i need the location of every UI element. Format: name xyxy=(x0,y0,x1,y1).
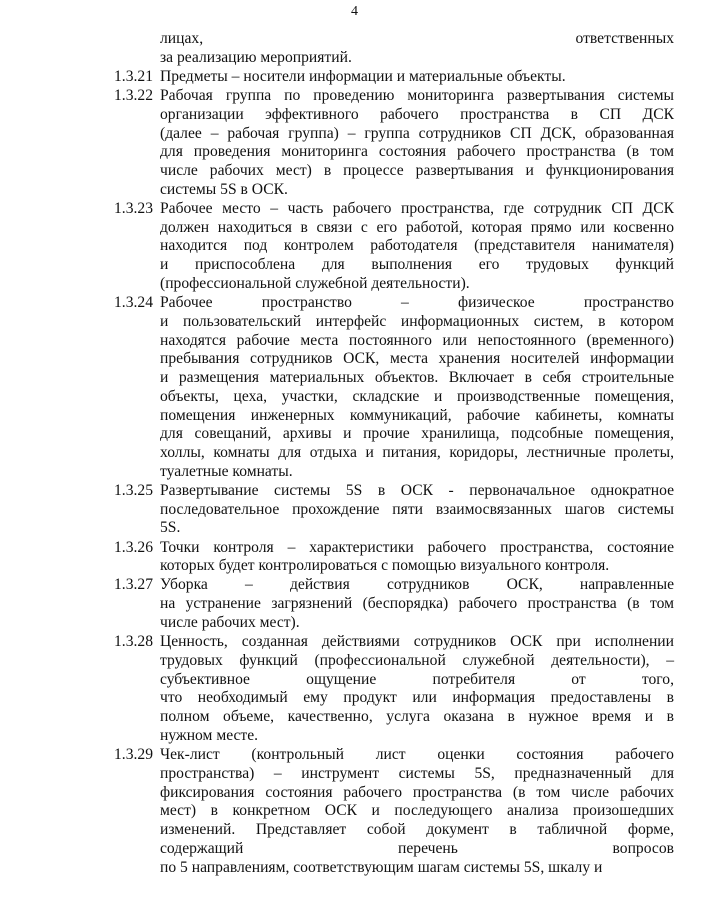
text-word: от xyxy=(571,670,586,688)
document-body xyxy=(114,30,674,877)
definition-item xyxy=(114,576,674,632)
item-number: 1.3.23 xyxy=(114,199,153,217)
text-line: изменений. Представляет собой документ в табличной форме, xyxy=(160,821,674,839)
text-line xyxy=(160,294,674,313)
text-line: мест) в конкретном ОСК и последующего анализа произошедших xyxy=(160,802,674,820)
text-line: и приспособлена для выполнения его трудовых функций xyxy=(160,256,674,274)
text-line: для проведения мониторинга состояния рабочего пространства (в том xyxy=(160,143,674,161)
text-line: и размещения материальных объектов. Включает в себя строительные xyxy=(160,369,674,387)
text-line: Предметы – носители информации и материальные объекты. xyxy=(160,67,566,85)
text-word: ОСК, xyxy=(506,576,543,594)
text-word: перечень xyxy=(398,839,458,857)
text-line: (далее – рабочая группа) – группа сотрудников СП ДСК, образованная xyxy=(160,124,674,142)
definitions-list xyxy=(114,68,674,877)
item-number: 1.3.27 xyxy=(114,576,153,594)
definition-item xyxy=(114,68,674,87)
text-word: (контрольный xyxy=(251,746,344,764)
text-line: числе рабочих мест) в процессе развертывания и функционирования xyxy=(160,162,674,180)
text-line: находится под контролем работодателя (представителя нанимателя) xyxy=(160,237,674,255)
text-line: объекты, цеха, участки, складские и производственные помещения, xyxy=(160,387,674,405)
text-line: находятся рабочие места постоянного или непостоянного (временного) xyxy=(160,331,674,349)
text-word: содержащий xyxy=(160,839,244,857)
text-line xyxy=(160,840,674,859)
definition-item xyxy=(114,200,674,294)
item-number: 1.3.28 xyxy=(114,633,153,651)
text-line: Точки контроля – характеристики рабочего пространства, состояние xyxy=(160,538,674,556)
text-word: субъективное xyxy=(160,670,250,688)
item-number: 1.3.21 xyxy=(114,67,153,85)
text-line xyxy=(160,671,674,690)
text-line: системы 5S в ОСК. xyxy=(160,180,288,198)
text-line: холлы, комнаты для отдыха и питания, коридоры, лестничные пролеты, xyxy=(160,444,674,462)
text-line: Рабочее место – часть рабочего пространства, где сотрудник СП ДСК xyxy=(160,199,674,217)
text-line xyxy=(160,746,674,765)
text-line xyxy=(160,30,674,49)
page-number: 4 xyxy=(351,4,358,19)
text-line: помещения инженерных коммуникаций, рабочие кабинеты, комнаты xyxy=(160,406,674,424)
text-word: Чек-лист xyxy=(160,746,220,764)
definition-item xyxy=(114,539,674,577)
text-line: на устранение загрязнений (беспорядка) рабочего пространства (в том xyxy=(160,595,674,613)
text-line: для совещаний, архивы и прочие хранилища, подсобные помещения, xyxy=(160,425,674,443)
text-line: (профессиональной служебной деятельности). xyxy=(160,274,470,292)
item-number: 1.3.26 xyxy=(114,538,153,556)
text-word: Уборка xyxy=(160,576,208,594)
text-word: физическое xyxy=(457,294,535,312)
text-line: последовательное прохождение пяти взаимосвязанных шагов системы xyxy=(160,500,674,518)
text-word: действия xyxy=(289,576,350,594)
text-word: лицах, xyxy=(160,30,204,47)
definition-item xyxy=(114,746,674,877)
text-line: фиксирования состояния рабочего пространства (в том числе рабочих xyxy=(160,783,674,801)
intro-continuation xyxy=(114,30,674,68)
text-word: пространство xyxy=(261,294,352,312)
text-word: Рабочее xyxy=(160,294,213,312)
text-line: организации эффективного рабочего пространства в СП ДСК xyxy=(160,105,674,123)
text-line: и пользовательский интерфейс информационных систем, в котором xyxy=(160,312,674,330)
item-number: 1.3.29 xyxy=(114,746,153,764)
text-line: Развертывание системы 5S в ОСК - первоначальное однократное xyxy=(160,481,674,499)
text-line: за реализацию мероприятий. xyxy=(160,48,352,66)
text-line: что необходимый ему продукт или информация предоставлены в xyxy=(160,689,674,707)
text-word: рабочего xyxy=(615,746,674,764)
definition-item xyxy=(114,294,674,482)
definition-item xyxy=(114,633,674,746)
item-number: 1.3.24 xyxy=(114,294,153,312)
text-line: нужном месте. xyxy=(160,726,259,744)
text-line: по 5 направлениям, соответствующим шагам системы 5S, шкалу и xyxy=(160,858,603,876)
text-line: пребывания сотрудников ОСК, места хранения носителей информации xyxy=(160,350,674,368)
text-word: состояния xyxy=(516,746,584,764)
text-line: пространства) – инструмент системы 5S, предназначенный для xyxy=(160,764,674,782)
text-word: пространство xyxy=(583,294,674,312)
text-word: потребителя xyxy=(432,670,516,688)
definition-item xyxy=(114,482,674,538)
text-word: оценки xyxy=(437,746,485,764)
text-word: ответственных xyxy=(575,30,674,47)
text-line: Рабочая группа по проведению мониторинга развертывания системы xyxy=(160,87,674,105)
text-word: – xyxy=(245,576,253,594)
text-line: которых будет контролироваться с помощью визуального контроля. xyxy=(160,557,610,575)
item-number: 1.3.22 xyxy=(114,87,153,105)
definition-item xyxy=(114,87,674,200)
text-word: лист xyxy=(375,746,406,764)
text-line: должен находиться в связи с его работой, которая прямо или косвенно xyxy=(160,218,674,236)
text-word: – xyxy=(401,294,409,312)
text-line: числе рабочих мест). xyxy=(160,613,300,631)
text-word: вопросов xyxy=(612,839,674,857)
text-line: Ценность, созданная действиями сотрудников ОСК при исполнении xyxy=(160,633,674,651)
text-line: туалетные комнаты. xyxy=(160,462,293,480)
text-word: направленные xyxy=(579,576,674,594)
item-number: 1.3.25 xyxy=(114,481,153,499)
text-line: 5S. xyxy=(160,519,181,537)
text-word: того, xyxy=(641,670,674,688)
text-line: полном объеме, качественно, услуга оказана в нужное время и в xyxy=(160,708,674,726)
text-word: ощущение xyxy=(306,670,377,688)
text-word: сотрудников xyxy=(386,576,470,594)
text-line xyxy=(160,576,674,595)
text-line: трудовых функций (профессиональной служебной деятельности), – xyxy=(160,651,674,669)
